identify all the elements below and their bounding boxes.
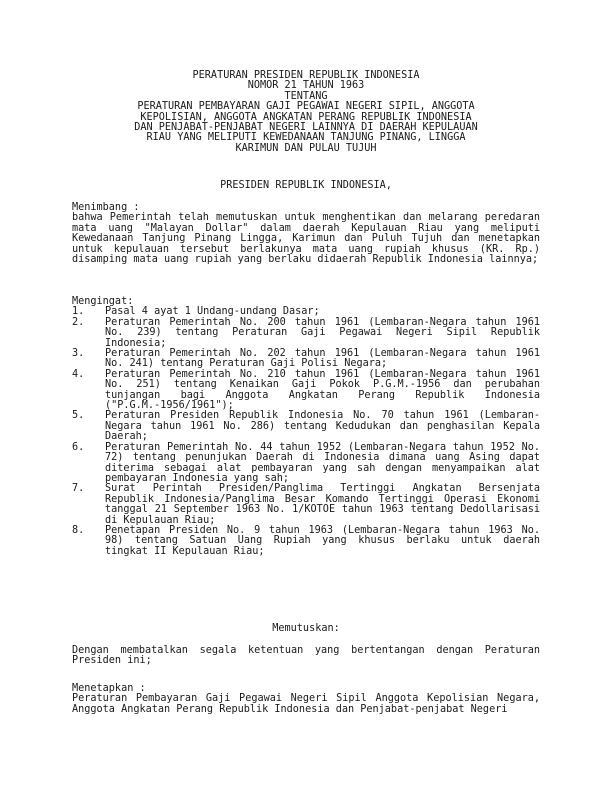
presiden-heading: PRESIDEN REPUBLIK INDONESIA, [220,180,392,191]
list-text: Peraturan Presiden Republik Indonesia No. 70 tahun 1961 (Lembaran-Negara tahun 1961 No. 286) tentang Kedudukan dan penghasilan Kepala Daerah; [105,410,540,443]
title-line: DAN PENJABAT-PENJABAT NEGERI LAINNYA DI DAERAH KEPULAUAN [134,122,478,134]
list-text: Peraturan Pemerintah No. 200 tahun 1961 (Lembaran-Negara tahun 1961 No. 239) tentang Peraturan Gaji Pegawai Negeri Sipil Republik Indonesia; [105,316,540,349]
menimbang-section [72,203,540,265]
list-text: Peraturan Pemerintah No. 202 tahun 1961 (Lembaran-Negara tahun 1961 No. 241) tentang Peraturan Gaji Polisi Negara; [105,348,540,370]
list-number: 1. [72,306,85,318]
list-number: 3. [72,348,85,360]
mengingat-section [72,297,540,557]
document-title [72,71,540,154]
list-text: Surat Perintah Presiden/Panglima Tertinggi Angkatan Bersenjata Republik Indonesia/Panglima Besar Komando Tertinggi Operasi Ekonomi tanggal 21 September 1963 No. 1/KOTOE tahun 1963 tentang Dedollarisasi di Kepulauan Riau; [105,483,540,526]
menetapkan-section [72,684,540,715]
menetapkan-text: Peraturan Pembayaran Gaji Pegawai Negeri Sipil Anggota Kepolisian Negara, Anggota Angkatan Perang Republik Indonesia dan Penjabat-penjabat Negeri [72,693,540,715]
list-item [72,349,540,370]
title-line: RIAU YANG MELIPUTI KEWEDANAAN TANJUNG PINANG, LINGGA [146,132,466,144]
list-text: Peraturan Pemerintah No. 210 tahun 1961 (Lembaran-Negara tahun 1961 No. 251) tentang Kenaikan Gaji Pokok P.G.M.-1956 dan perubahan tunjangan bagi Anggota Angkatan Perang Republik Indonesia ("P.G.M.-1956/1961"); [105,368,540,412]
list-number: 6. [72,441,85,453]
title-line: PERATURAN PRESIDEN REPUBLIK INDONESIA [192,70,420,81]
title-line: NOMOR 21 TAHUN 1963 [247,80,365,92]
list-number: 5. [72,410,85,422]
list-item [72,411,540,442]
title-line: TENTANG [284,90,328,102]
list-item [72,318,540,349]
list-item [72,484,540,526]
menimbang-label: Menimbang : [72,202,140,213]
title-line: PERATURAN PEMBAYARAN GAJI PEGAWAI NEGERI SIPIL, ANGGOTA [137,101,475,113]
menimbang-text: bahwa Pemerintah telah memutuskan untuk menghentikan dan melarang peredaran mata uang "Malayan Dollar" dalam daerah Kepulauan Riau yang meliputi Kewedanaan Tanjung Pinang Lingga, Karimun dan Puluh Tujuh dan menetapkan untuk kepulauan tersebut berlakunya mata uang rupiah khusus (KR. Rp.) disamping mata uang rupiah yang berlaku didaerah Republik Indonesia lainnya; [72,212,540,266]
mengingat-label: Mengingat: [72,296,134,307]
memutuskan-heading: Memutuskan: [272,623,340,634]
list-text: Peraturan Pemerintah No. 44 tahun 1952 (Lembaran-Negara tahun 1952 No. 72) tentang penunjukan Daerah di Indonesia dimana uang Asing dapat diterima sebagai alat pembayaran yang sah dengan menyampaikan alat pembayaran Indonesia yang sah; [105,441,540,484]
mengingat-list [72,307,540,557]
memutuskan-text: Dengan membatalkan segala ketentuan yang bertentangan dengan Peraturan Presiden ini; [72,645,540,667]
title-line: KARIMUN DAN PULAU TUJUH [235,142,377,154]
list-number: 2. [72,316,85,328]
menetapkan-label: Menetapkan : [72,683,146,694]
list-number: 8. [72,524,85,536]
memutuskan-section [72,646,540,667]
list-number: 4. [72,368,85,380]
list-item [72,443,540,485]
list-text: Pasal 4 ayat 1 Undang-undang Dasar; [105,306,320,318]
title-line: KEPOLISIAN, ANGGOTA ANGKATAN PERANG REPUBLIK INDONESIA [140,111,472,123]
list-item [72,526,540,557]
list-text: Penetapan Presiden No. 9 tahun 1963 (Lembaran-Negara tahun 1963 No. 98) tentang Satuan Uang Rupiah yang khusus berlaku untuk daerah tingkat II Kepulauan Riau; [105,524,540,557]
list-item [72,370,540,412]
list-number: 7. [72,483,85,495]
